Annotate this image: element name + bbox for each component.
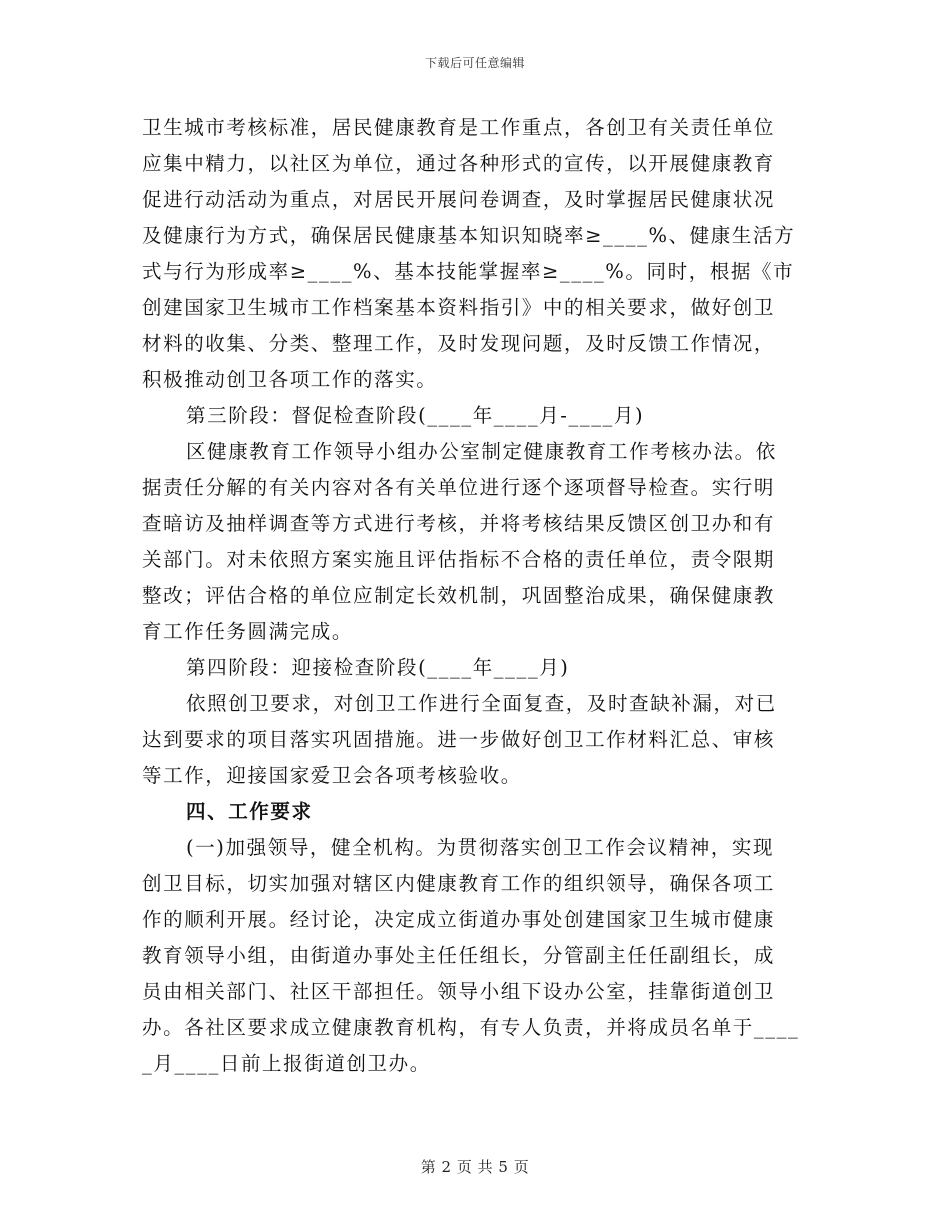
body-line: 应集中精力，以社区为单位，通过各种形式的宣传，以开展健康教育 [142, 152, 776, 175]
body-line: 办。各社区要求成立健康教育机构，有专人负责，并将成员名单于____ [142, 1016, 800, 1039]
body-line: 查暗访及抽样调查等方式进行考核，并将考核结果反馈区创卫办和有 [142, 512, 776, 535]
body-text [142, 110, 812, 1082]
body-line: 卫生城市考核标准，居民健康教育是工作重点，各创卫有关责任单位 [142, 116, 776, 139]
body-line: 员由相关部门、社区干部担任。领导小组下设办公室，挂靠街道创卫 [142, 980, 776, 1003]
body-line: 关部门。对未依照方案实施且评估指标不合格的责任单位，责令限期 [142, 548, 776, 571]
body-line: 创卫目标，切实加强对辖区内健康教育工作的组织领导，确保各项工 [142, 872, 776, 895]
stage-four-heading: 第四阶段：迎接检查阶段(____年____月) [186, 656, 570, 679]
body-line: 积极推动创卫各项工作的落实。 [142, 368, 438, 391]
page-header: 下载后可任意编辑 [424, 56, 525, 70]
body-line: 育工作任务圆满完成。 [142, 620, 354, 643]
body-line: 达到要求的项目落实巩固措施。进一步做好创卫工作材料汇总、审核 [142, 728, 776, 751]
body-line: 材料的收集、分类、整理工作，及时发现问题，及时反馈工作情况， [142, 332, 776, 355]
body-line: 创建国家卫生城市工作档案基本资料指引》中的相关要求，做好创卫 [142, 296, 776, 319]
body-line: 区健康教育工作领导小组办公室制定健康教育工作考核办法。依 [186, 440, 777, 463]
body-line: 作的顺利开展。经讨论，决定成立街道办事处创建国家卫生城市健康 [142, 908, 776, 931]
body-line: (一)加强领导，健全机构。为贯彻落实创卫工作会议精神，实现 [186, 836, 775, 859]
section-heading-work-requirements: 四、工作要求 [186, 800, 313, 823]
body-line: _月____日前上报街道创卫办。 [142, 1052, 431, 1075]
body-line: 式与行为形成率≥____%、基本技能掌握率≥____%。同时，根据《市 [142, 260, 795, 283]
body-line: 促进行动活动为重点，对居民开展问卷调查，及时掌握居民健康状况 [142, 188, 776, 211]
stage-three-heading: 第三阶段：督促检查阶段(____年____月-____月) [186, 404, 645, 427]
page-footer: 第 2 页 共 5 页 [420, 1158, 530, 1176]
body-line: 据责任分解的有关内容对各有关单位进行逐个逐项督导检查。实行明 [142, 476, 776, 499]
body-line: 教育领导小组，由街道办事处主任任组长，分管副主任任副组长，成 [142, 944, 776, 967]
body-line: 及健康行为方式，确保居民健康基本知识知晓率≥____%、健康生活方 [142, 224, 796, 247]
body-line: 依照创卫要求，对创卫工作进行全面复查，及时查缺补漏，对已 [186, 692, 777, 715]
body-line: 等工作，迎接国家爱卫会各项考核验收。 [142, 764, 522, 787]
body-line: 整改；评估合格的单位应制定长效机制，巩固整治成果，确保健康教 [142, 584, 776, 607]
